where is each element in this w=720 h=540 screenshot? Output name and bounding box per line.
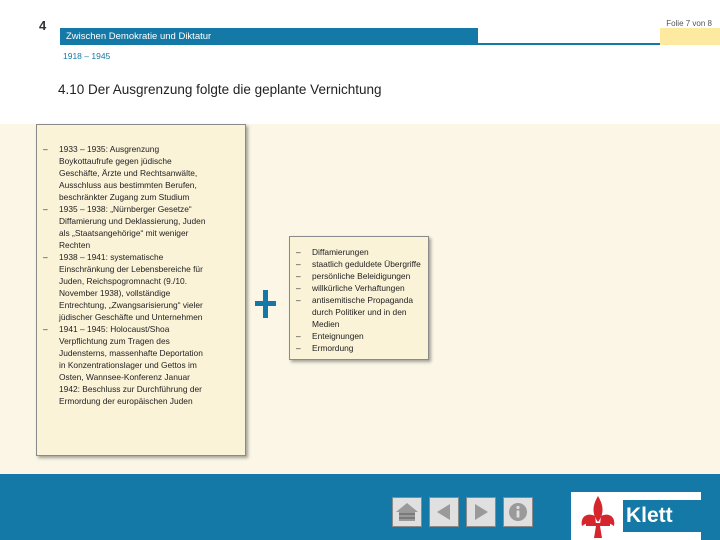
list-line: Rechten (59, 240, 91, 250)
list-item (37, 143, 241, 203)
lily-icon (573, 492, 623, 540)
list-line: Juden, Reichspogromnacht (9./10. (59, 276, 188, 286)
list-dash: – (43, 252, 48, 262)
home-icon (395, 501, 419, 523)
list-dash: – (296, 271, 301, 281)
info-icon (508, 502, 528, 522)
list-line: staatlich geduldete Übergriffe (312, 259, 421, 269)
header-accent-block (660, 28, 720, 45)
list-line: jüdischer Geschäfte und Unternehmen (59, 312, 203, 322)
list-line: Osten, Wannsee-Konferenz Januar (59, 372, 190, 382)
plus-vertical-bar (263, 290, 268, 318)
period-subtitle: 1918 – 1945 (63, 51, 111, 61)
chapter-number: 4 (39, 18, 47, 33)
list-line: Judensterns, massenhafte Deportation (59, 348, 203, 358)
list-dash: – (296, 259, 301, 269)
list-line: beschränkter Zugang zum Studium (59, 192, 190, 202)
list-line: 1941 – 1945: Holocaust/Shoa (59, 324, 170, 334)
list-line: 1942: Beschluss zur Durchführung der (59, 384, 202, 394)
header-bar (60, 28, 478, 45)
triangle-left-icon (434, 502, 454, 522)
list-line: Medien (312, 319, 340, 329)
list-line: Ermordung der europäischen Juden (59, 396, 193, 406)
list-line: Geschäfte, Ärzte und Rechtsanwälte, (59, 168, 198, 178)
logo-text: Klett (623, 500, 701, 532)
list-item (37, 203, 241, 251)
left-text-box (36, 124, 246, 456)
list-dash: – (43, 324, 48, 334)
header-title: Zwischen Demokratie und Diktatur (66, 31, 212, 42)
triangle-right-icon (471, 502, 491, 522)
list-line: Diffamierung und Deklassierung, Juden (59, 216, 206, 226)
list-dash: – (43, 144, 48, 154)
list-item (290, 294, 428, 330)
right-text-box (289, 236, 429, 360)
plus-icon (255, 290, 276, 318)
next-button[interactable] (466, 497, 496, 527)
list-dash: – (296, 331, 301, 341)
list-line: in Konzentrationslager und Gettos im (59, 360, 197, 370)
list-dash: – (43, 204, 48, 214)
list-item (290, 342, 428, 354)
list-line: Verpflichtung zum Tragen des (59, 336, 170, 346)
info-button[interactable] (503, 497, 533, 527)
list-line: willkürliche Verhaftungen (312, 283, 405, 293)
list-line: persönliche Beleidigungen (312, 271, 411, 281)
list-line: November 1938), vollständige (59, 288, 171, 298)
list-line: Enteignungen (312, 331, 364, 341)
list-dash: – (296, 283, 301, 293)
list-line: Diffamierungen (312, 247, 369, 257)
klett-logo (571, 492, 701, 540)
slide-counter: Folie 7 von 8 (666, 19, 712, 28)
previous-button[interactable] (429, 497, 459, 527)
list-item (290, 282, 428, 294)
list-line: Ermordung (312, 343, 354, 353)
list-line: durch Politiker und in den (312, 307, 407, 317)
list-line: 1935 – 1938: „Nürnberger Gesetze“ (59, 204, 192, 214)
list-item (290, 246, 428, 258)
left-list (37, 143, 241, 407)
list-item (290, 270, 428, 282)
list-line: als „Staatsangehörige“ mit weniger (59, 228, 189, 238)
list-dash: – (296, 343, 301, 353)
list-line: Ausschluss aus bestimmten Berufen, (59, 180, 197, 190)
list-line: Boykottaufrufe gegen jüdische (59, 156, 172, 166)
list-item (290, 258, 428, 270)
list-line: Entrechtung, „Zwangsarisierung“ vieler (59, 300, 203, 310)
list-line: Einschränkung der Lebensbereiche für (59, 264, 203, 274)
list-item (290, 330, 428, 342)
home-button[interactable] (392, 497, 422, 527)
list-line: 1933 – 1935: Ausgrenzung (59, 144, 160, 154)
list-line: antisemitische Propaganda (312, 295, 414, 305)
list-dash: – (296, 247, 301, 257)
right-list (290, 246, 428, 354)
list-item (37, 323, 241, 407)
slide-title: 4.10 Der Ausgrenzung folgte die geplante Vernichtung (58, 82, 382, 97)
list-item (37, 251, 241, 323)
list-line: 1938 – 1941: systematische (59, 252, 164, 262)
list-dash: – (296, 295, 301, 305)
header-underline (478, 43, 660, 45)
